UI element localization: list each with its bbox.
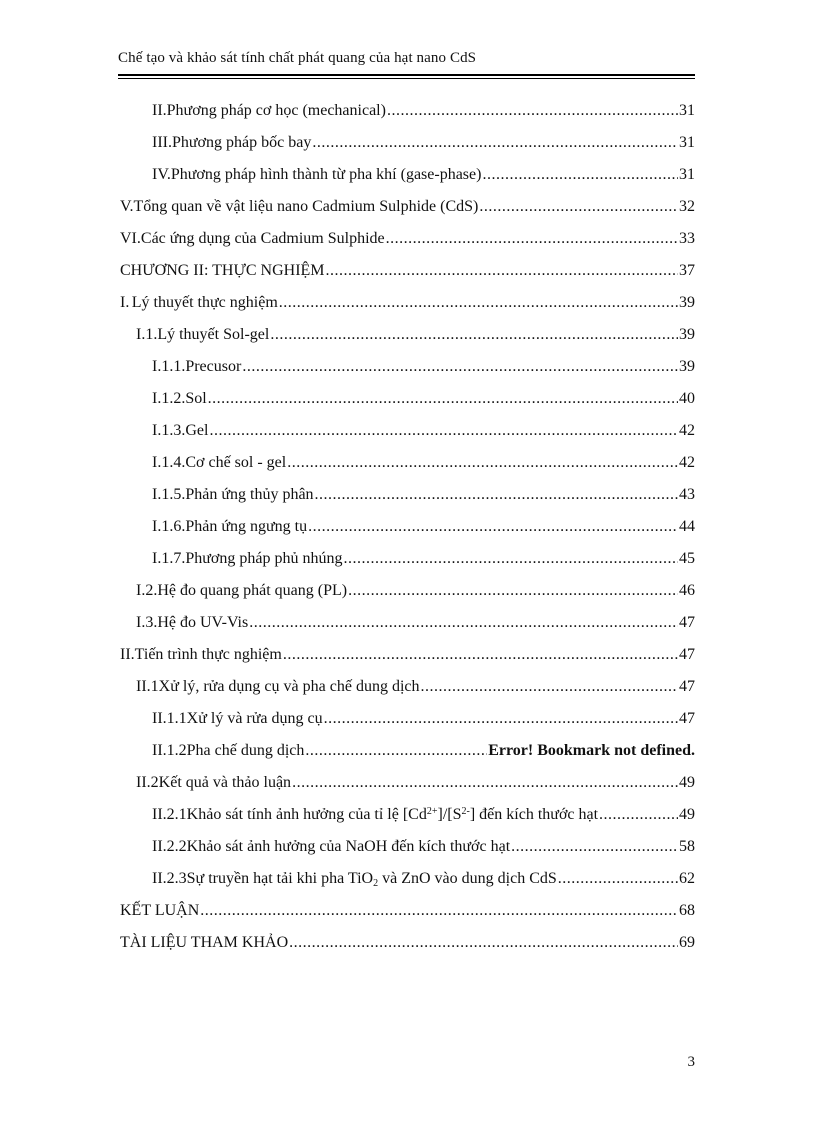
toc-entry[interactable] xyxy=(152,710,695,732)
toc-entry[interactable] xyxy=(136,678,695,700)
toc-entry[interactable] xyxy=(152,518,695,540)
toc-title: Phản ứng thủy phân xyxy=(185,486,314,503)
toc-entry[interactable] xyxy=(120,230,695,252)
toc-title: Khảo sát tính ảnh hưởng của tỉ lệ $[Cd^{2+}]/[S^{2-}]$ đến kích thước hạt xyxy=(186,806,599,823)
toc-leader xyxy=(292,774,678,792)
toc-title: Sự truyền hạt tải khi pha TiO$_2$ và ZnO vào dung dịch CdS xyxy=(186,870,557,889)
toc-title: Phương pháp bốc bay xyxy=(171,134,312,151)
toc-number: II. xyxy=(120,646,135,663)
toc-number: II.2.2 xyxy=(152,838,187,855)
toc-number: I.1.1. xyxy=(152,358,186,375)
toc-page: 47 xyxy=(679,646,695,663)
toc-page: 42 xyxy=(679,454,695,471)
toc-page-error: Error! Bookmark not defined. xyxy=(488,742,695,759)
toc-page: 58 xyxy=(679,838,695,855)
toc-page: 31 xyxy=(679,134,695,151)
toc-title: Kết quả và thảo luận xyxy=(158,774,292,791)
toc-leader xyxy=(343,550,678,568)
toc-page: 43 xyxy=(679,486,695,503)
toc-page: 39 xyxy=(679,294,695,311)
toc-entry[interactable] xyxy=(120,262,695,284)
page-number: 3 xyxy=(687,1054,695,1070)
toc-page: 39 xyxy=(679,358,695,375)
toc-entry[interactable] xyxy=(152,454,695,476)
toc-leader xyxy=(511,838,678,856)
toc-leader xyxy=(200,902,678,920)
toc-page: 31 xyxy=(679,102,695,119)
toc-number: I.1.2. xyxy=(152,390,186,407)
toc-entry[interactable] xyxy=(152,358,695,380)
toc-leader xyxy=(209,422,678,440)
toc-page: 46 xyxy=(679,582,695,599)
toc-leader xyxy=(326,262,678,280)
toc-leader xyxy=(420,678,678,696)
toc-title: Gel xyxy=(185,422,209,439)
toc-leader xyxy=(348,582,678,600)
toc-title: Phản ứng ngưng tụ xyxy=(185,518,308,535)
toc-number: II.2 xyxy=(136,774,159,791)
toc-title: CHƯƠNG II: THỰC NGHIỆM xyxy=(120,262,325,279)
toc-entry[interactable] xyxy=(136,582,695,604)
toc-leader xyxy=(479,198,678,216)
toc-title: Pha chế dung dịch xyxy=(186,742,305,759)
toc-leader xyxy=(249,614,678,632)
toc-number: II.2.3 xyxy=(152,870,187,887)
toc-number: I.1.4. xyxy=(152,454,186,471)
toc-title: Sol xyxy=(185,390,207,407)
toc-number: VI. xyxy=(120,230,141,247)
toc-page: 31 xyxy=(679,166,695,183)
toc-entry[interactable] xyxy=(152,102,695,124)
toc-title: Phương pháp cơ học (mechanical) xyxy=(166,102,386,119)
toc-leader xyxy=(315,486,678,504)
toc-number: I.3. xyxy=(136,614,158,631)
toc-leader xyxy=(283,646,678,664)
toc-leader xyxy=(208,390,678,408)
toc-page: 69 xyxy=(679,934,695,951)
toc-entry[interactable] xyxy=(152,134,695,156)
toc-page: 45 xyxy=(679,550,695,567)
toc-title: Lý thuyết Sol-gel xyxy=(157,326,270,343)
toc-entry[interactable] xyxy=(152,870,695,892)
toc-page: 32 xyxy=(679,198,695,215)
toc-number: I.1.6. xyxy=(152,518,186,535)
toc-title: Phương pháp phủ nhúng xyxy=(185,550,343,567)
toc-title: Hệ đo quang phát quang (PL) xyxy=(157,582,348,599)
toc-entry[interactable] xyxy=(152,806,695,828)
toc-page: 49 xyxy=(679,774,695,791)
toc-page: 40 xyxy=(679,390,695,407)
toc-number: I.1.7. xyxy=(152,550,186,567)
toc-title: Hệ đo UV-Vis xyxy=(157,614,249,631)
toc-page: 33 xyxy=(679,230,695,247)
toc-leader xyxy=(242,358,678,376)
toc-entry[interactable] xyxy=(120,198,695,220)
toc-leader xyxy=(599,806,678,824)
toc-entry[interactable] xyxy=(152,166,695,188)
toc-leader xyxy=(270,326,678,344)
header-rule-thick xyxy=(118,74,695,76)
toc-entry[interactable] xyxy=(152,390,695,412)
toc-title: KẾT LUẬN xyxy=(120,902,200,919)
toc-entry[interactable] xyxy=(120,294,695,316)
toc-number: II.1 xyxy=(136,678,159,695)
toc-title: Khảo sát ảnh hưởng của NaOH đến kích thước hạt xyxy=(186,838,511,855)
toc-title: Lý thuyết thực nghiệm xyxy=(131,294,278,311)
toc-entry[interactable] xyxy=(136,774,695,796)
toc-number: I.1.3. xyxy=(152,422,186,439)
toc-page: 47 xyxy=(679,710,695,727)
toc-leader xyxy=(308,518,678,536)
toc-title: Xử lý và rửa dụng cụ xyxy=(186,710,323,727)
toc-title: Xử lý, rửa dụng cụ và pha chế dung dịch xyxy=(158,678,420,695)
toc-number: II.2.1 xyxy=(152,806,187,823)
toc-title: TÀI LIỆU THAM KHẢO xyxy=(120,934,289,951)
toc-leader xyxy=(386,230,678,248)
toc-leader xyxy=(305,742,487,760)
toc-page: 47 xyxy=(679,614,695,631)
toc-page: 44 xyxy=(679,518,695,535)
toc-leader xyxy=(482,166,678,184)
toc-entry[interactable] xyxy=(152,486,695,508)
toc-page: 47 xyxy=(679,678,695,695)
toc-number: I.2. xyxy=(136,582,158,599)
toc-title: Cơ chế sol - gel xyxy=(185,454,287,471)
toc-number: II. xyxy=(152,102,167,119)
toc-page: 68 xyxy=(679,902,695,919)
toc-title: Precusor xyxy=(185,358,242,375)
toc-title: Phương pháp hình thành từ pha khí (gase-phase) xyxy=(170,166,482,183)
toc-leader xyxy=(324,710,678,728)
toc-leader xyxy=(312,134,678,152)
toc-title: Tổng quan về vật liệu nano Cadmium Sulphide (CdS) xyxy=(133,198,479,215)
toc-title: Tiến trình thực nghiệm xyxy=(134,646,282,663)
toc-number: IV. xyxy=(152,166,171,183)
toc-entry[interactable] xyxy=(152,422,695,444)
toc-entry[interactable] xyxy=(152,838,695,860)
toc-number: I. xyxy=(120,294,130,311)
toc-entry[interactable] xyxy=(136,614,695,636)
toc-page: 49 xyxy=(679,806,695,823)
toc-number: II.1.2 xyxy=(152,742,187,759)
toc-number: I.1.5. xyxy=(152,486,186,503)
toc-page: 39 xyxy=(679,326,695,343)
toc-leader xyxy=(287,454,678,472)
toc-leader xyxy=(279,294,678,312)
toc-number: V. xyxy=(120,198,134,215)
toc-number: II.1.1 xyxy=(152,710,187,727)
toc-entry[interactable] xyxy=(152,550,695,572)
toc-entry[interactable] xyxy=(120,902,695,924)
toc-page: 37 xyxy=(679,262,695,279)
toc-title: Các ứng dụng của Cadmium Sulphide xyxy=(140,230,385,247)
header-rule-thin xyxy=(118,78,695,79)
toc-leader xyxy=(289,934,678,952)
running-header: Chế tạo và khảo sát tính chất phát quang của hạt nano CdS xyxy=(118,50,477,66)
toc-page: 62 xyxy=(679,870,695,887)
toc-entry[interactable] xyxy=(136,326,695,348)
toc-entry[interactable] xyxy=(152,742,695,764)
toc-number: I.1. xyxy=(136,326,158,343)
toc-entry[interactable] xyxy=(120,646,695,668)
toc-leader xyxy=(387,102,678,120)
toc-page: 42 xyxy=(679,422,695,439)
toc-number: III. xyxy=(152,134,172,151)
toc-entry[interactable] xyxy=(120,934,695,956)
toc-leader xyxy=(558,870,678,888)
